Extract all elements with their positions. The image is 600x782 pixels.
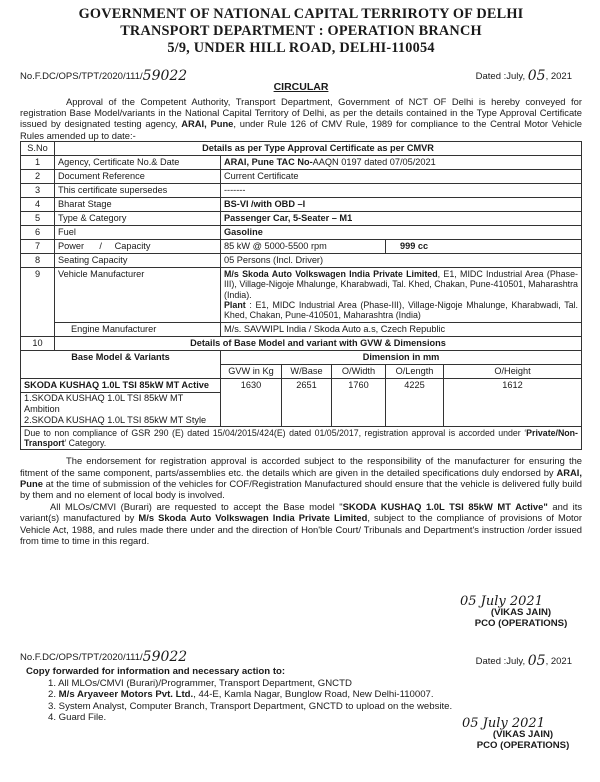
mlo-manufacturer: M/s Skoda Auto Volkswagen India Private Limited (138, 512, 368, 524)
dim-col-header: O/Width (332, 364, 386, 378)
letterhead (20, 6, 582, 57)
signatory-name: (VIKAS JAIN) (490, 607, 552, 618)
table-row (21, 197, 582, 211)
manufacturer-name: M/s Skoda Auto Volkswagen India Private Limited (224, 268, 438, 279)
model-header: Base Model & Variants (21, 350, 221, 378)
row-value: BS-VI /with OBD –I (221, 197, 582, 211)
approval-details-table (20, 141, 582, 451)
row-sno: 2 (21, 169, 55, 183)
dim-col-header: O/Height (444, 364, 582, 378)
power-value: 85 kW @ 5000-5500 rpm (221, 239, 386, 253)
signature-block-1 (460, 596, 582, 629)
row-label: Agency, Certificate No.& Date (55, 155, 221, 169)
row-sno: 9 (21, 267, 55, 336)
details-header: Details as per Type Approval Certificate as per CMVR (55, 141, 582, 155)
row-value (221, 155, 582, 169)
table-header-row (21, 141, 582, 155)
list-item: 1. All MLOs/CMVI (Burari)/Programmer, Transport Department, GNCTD (48, 677, 352, 689)
reference-number-2 (20, 648, 187, 664)
table-row (21, 225, 582, 239)
wheelbase-value: 2651 (282, 378, 332, 426)
mlo-base-model: SKODA KUSHAQ 1.0L TSI 85kW MT Active" (342, 501, 548, 513)
list-item (20, 689, 582, 701)
row-label: This certificate supersedes (55, 183, 221, 197)
note-category: Private/Non-Transport (24, 427, 578, 449)
reference-number (20, 67, 187, 83)
plant-address: : E1, MIDC Industrial Area (Phase-III), Village-Nigoje Mhalunge, Kharabwadi, Tal. Khed, Chakan, Pune-410501, Maharashtra (India) (224, 300, 578, 321)
reference-number-handwritten: 59022 (142, 68, 188, 84)
row-label: Type & Category (55, 211, 221, 225)
plant-label: Plant (224, 300, 246, 311)
row-label: Bharat Stage (55, 197, 221, 211)
signatory-designation: PCO (OPERATIONS) (474, 618, 568, 629)
row-label: Fuel (55, 225, 221, 239)
date-prefix: Dated :July, (475, 656, 526, 667)
table-row (21, 239, 582, 253)
letterhead-line-3: 5/9, UNDER HILL ROAD, DELHI-110054 (167, 40, 435, 56)
mlo-paragraph (20, 501, 582, 546)
letterhead-line-2: TRANSPORT DEPARTMENT : OPERATION BRANCH (120, 23, 482, 39)
item-number: 2. (48, 689, 59, 701)
row-sno: 7 (21, 239, 55, 253)
mlo-text-3: , subject to the compliance of provisions of Motor Vehicle Act, 1988, and rules made there under and the direction of Hon'ble Court/ Tribunals and Department's instruction /order issued from time to time in this regard. (20, 512, 582, 546)
length-value: 4225 (386, 378, 444, 426)
dimensions-title: Details of Base Model and variant with GVW & Dimensions (55, 336, 582, 350)
row-label: Power / Capacity (55, 239, 221, 253)
date-day-handwritten: 05 (527, 68, 546, 84)
reference-number-prefix: No.F.DC/OPS/TPT/2020/111/ (20, 71, 143, 82)
table-row (21, 253, 582, 267)
engine-label: Engine Manufacturer (55, 322, 221, 336)
row-label: Vehicle Manufacturer (55, 267, 221, 322)
table-row-manufacturer (21, 267, 582, 322)
variant-name: 1.SKODA KUSHAQ 1.0L TSI 85kW MT Ambition (21, 392, 221, 415)
reference-date (476, 67, 572, 83)
reference-number-prefix: No.F.DC/OPS/TPT/2020/111/ (20, 652, 143, 663)
intro-text-2: , under Rule 126 of CMV Rule, 1989 for compliance to the Central Motor Vehicle Rules amended up to date:- (20, 118, 582, 141)
intro-agency: ARAI, Pune (181, 118, 234, 130)
row-sno: 6 (21, 225, 55, 239)
row-value: 05 Persons (Incl. Driver) (221, 253, 582, 267)
reference-line-2 (20, 644, 582, 669)
row-label: Seating Capacity (55, 253, 221, 267)
row-value: Passenger Car, 5-Seater – M1 (221, 211, 582, 225)
handwritten-signature-2: 05 July 2021 (462, 716, 545, 731)
table-row (21, 169, 582, 183)
manufacturer-details (221, 267, 582, 322)
signature-block-2 (462, 718, 584, 751)
height-value: 1612 (444, 378, 582, 426)
engine-value: M/s. SAVWIPL India / Skoda Auto a.s, Czech Republic (221, 322, 582, 336)
table-row-dimensions-title (21, 336, 582, 350)
row-sno: 10 (21, 336, 55, 350)
manufacturer-address: , E1, MIDC Industrial Area (Phase-III), Village-Nigoje Mhalunge, Kharabwadi, Tal. Khed, Chakan, Pune-410501, Maharashtra (India). (224, 268, 578, 300)
list-item: 3. System Analyst, Computer Branch, Transport Department, GNCTD to upload on the website. (48, 700, 453, 712)
row-value: Current Certificate (221, 169, 582, 183)
date-year: , 2021 (545, 656, 572, 667)
table-row-engine (21, 322, 582, 336)
row-value: Gasoline (221, 225, 582, 239)
note-text-2: ’ Category. (64, 438, 107, 449)
dim-col-header: O/Length (386, 364, 444, 378)
dealer-name: M/s Aryaveer Motors Pvt. Ltd. (58, 689, 194, 701)
table-note-row (21, 426, 582, 450)
handwritten-signature-1: 05 July 2021 (460, 594, 543, 609)
signatory-designation: PCO (OPERATIONS) (476, 740, 570, 751)
row-sno: 3 (21, 183, 55, 197)
dimension-header-row (21, 350, 582, 364)
reference-number-handwritten: 59022 (142, 649, 188, 665)
dimension-header: Dimension in mm (221, 350, 582, 364)
dealer-address: , 44-E, Kamla Nagar, Bunglow Road, New Delhi-110007. (193, 689, 434, 701)
gvw-value: 1630 (221, 378, 282, 426)
date-year: , 2021 (545, 71, 572, 82)
row-sno: 1 (21, 155, 55, 169)
base-model-name: SKODA KUSHAQ 1.0L TSI 85kW MT Active (21, 378, 221, 392)
mlo-text-1: All MLOs/CMVI (Burari) are requested to accept the Base model " (50, 501, 343, 513)
dim-col-header: W/Base (282, 364, 332, 378)
row-value: ------- (221, 183, 582, 197)
intro-text-1: Approval of the Competent Authority, Transport Department, Government of NCT OF Delhi is hereby conveyed for registration Base Model/variants in the National Capital Territory of Delhi, as per the details contained in the Type Approval Certificate issued by designated testing agency, (20, 96, 582, 130)
intro-paragraph (20, 96, 582, 141)
table-row (21, 155, 582, 169)
date-day-handwritten: 05 (527, 653, 546, 669)
row-label: Document Reference (55, 169, 221, 183)
variant-name: 2.SKODA KUSHAQ 1.0L TSI 85kW MT Style (21, 415, 221, 427)
registration-note (21, 426, 582, 450)
certificate-number: AAQN 0197 dated 07/05/2021 (312, 156, 436, 167)
signatory-name: (VIKAS JAIN) (492, 729, 554, 740)
endorsement-agency: ARAI, Pune (20, 466, 582, 489)
capacity-value: 999 cc (386, 239, 582, 253)
endorsement-text-1: The endorsement for registration approval is accorded subject to the responsibility of the manufacturer for ensuring the fitment of the same component, parts/assemblies etc. the details which are given in the detailed specifications duly endorsed by (20, 455, 582, 478)
row-sno: 4 (21, 197, 55, 211)
mlo-text-2: and its variant(s) manufactured by (20, 501, 583, 524)
row-sno: 8 (21, 253, 55, 267)
width-value: 1760 (332, 378, 386, 426)
agency-bold: ARAI, Pune TAC No- (224, 156, 313, 167)
row-sno: 5 (21, 211, 55, 225)
letterhead-line-1: GOVERNMENT OF NATIONAL CAPITAL TERRIROTY OF DELHI (78, 6, 524, 22)
reference-line (20, 63, 582, 84)
note-text-1: Due to non compliance of GSR 290 (E) dated 15/04/2015/424(E) dated 01/05/2017, registration approval is accorded under ‘ (24, 427, 527, 438)
circular-title: CIRCULAR (273, 81, 329, 93)
table-row (21, 183, 582, 197)
base-model-row (21, 378, 582, 392)
dim-col-header: GVW in Kg (221, 364, 282, 378)
list-item: 4. Guard File. (48, 712, 107, 724)
endorsement-text-2: at the time of submission of the vehicles for COF/Registration Manufactured should ensure that the vehicle is delivered fully build by them and no element of local body is involved. (20, 477, 582, 501)
date-prefix: Dated :July, (475, 71, 526, 82)
endorsement-paragraph (20, 455, 582, 500)
sno-header: S.No (21, 141, 55, 155)
table-row (21, 211, 582, 225)
copy-heading: Copy forwarded for information and necessary action to: (26, 666, 286, 677)
